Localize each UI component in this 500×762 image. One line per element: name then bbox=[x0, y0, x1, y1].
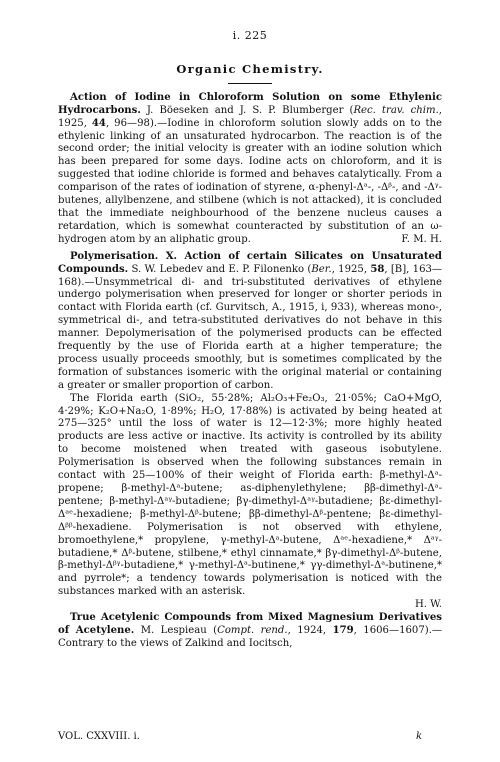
article-signature: F. M. H. bbox=[401, 233, 442, 245]
article-authors: M. Lespieau bbox=[140, 624, 207, 636]
journal-name: Rec. trav. chim. bbox=[353, 104, 439, 116]
article-title: Polymerisation. X. Action of certain Silicates on Unsaturated Compounds. bbox=[58, 250, 442, 275]
journal-name: Ber. bbox=[311, 263, 332, 275]
volume-label: VOL. CXXVIII. i. bbox=[58, 731, 140, 742]
article-body: —Contrary to the views of Zalkind and Iocitsch, bbox=[58, 624, 442, 649]
article-title: Action of Iodine in Chloroform Solution on some Ethylenic Hydrocarbons. bbox=[58, 91, 442, 116]
section-title: Organic Chemistry. bbox=[176, 61, 324, 76]
article-acetylenic: True Acetylenic Compounds from Mixed Magnesium Derivatives of Acetylene. M. Lespieau (Compt. rend., 1924, 179, 1606—1607).—Contrary to the views of Zalkind and Iocitsch, bbox=[58, 612, 442, 649]
journal-volume: 58 bbox=[370, 263, 385, 275]
article-body: —Unsymmetrical di- and tri-substituted derivatives of ethylene undergo polymerisation when preserved for longer or shorter periods in contact with Florida earth (cf. Gurvitsch, A., 1915, i, 933), whereas mono-, symmetrical di-, and tetra-substituted derivatives do not behave in this manner. Depolymerisation of the polymerised products can be effected frequently by the use of Florida earth at a higher temperature; the process usually proceeds smoothly, but is sometimes complicated by the formation of substances isomeric with the original material or containing a greater or smaller proportion of carbon. bbox=[58, 276, 442, 391]
journal-name: Compt. rend. bbox=[217, 624, 288, 636]
article-body-2: The Florida earth (SiO₂, 55·28%; Al₂O₃+Fe₂O₃, 21·05%; CaO+MgO, 4·29%; K₂O+Na₂O, 1·89%; H₂O, 17·88%) is activated by being heated at 275—325° until the loss of water is 12—12·3%; more highly heated products are less active or inactive. Its activity is controlled by its ability to become moistened when treated with gaseous isobutylene. Polymerisation is observed when the following substances remain in contact with 25—100% of their weight of Florida earth: β-methyl-Δᵃ-propene; β-methyl-Δᵃ-butene; as-diphenylethylene; ββ-dimethyl-Δᵃ-pentene; β-methyl-Δᵃᵞ-butadiene; βγ-dimethyl-Δᵃᵞ-butadiene; βε-dimethyl-Δᵃᵉ-hexadiene; β-methyl-Δᵝ-butene; ββ-dimethyl-Δᵝ-pentene; βε-dimethyl-Δᵝᵝ-hexadiene. Polymerisation is not observed with ethylene, bromoethylene,* propylene, γ-methyl-Δᵃ-butene, Δᵃᵉ-hexadiene,* Δᵃᵞ-butadiene,* Δᵝ-butene, stilbene,* ethyl cinnamate,* βγ-dimethyl-Δᵝ-butene, β-methyl-Δᵝᵞ-butadiene,* γ-methyl-Δᵃ-butinene,* γγ-dimethyl-Δᵃ-butinene,* and pyrrole*; a tendency towards polymerisation is noticed with the substances marked with an asterisk. bbox=[58, 392, 442, 598]
signature-mark: k bbox=[415, 731, 422, 742]
article-iodine: Action of Iodine in Chloroform Solution on some Ethylenic Hydrocarbons. J. Böeseken and J. S. P. Blumberger (Rec. trav. chim., 1925, 44, 96—98).—Iodine in chloroform solution slowly adds on to the ethylenic linking of an unsaturated hydrocarbon. The reaction is of the second order; the initial velocity is greater with an iodine solution which has been prepared for some days. Iodine acts on chloroform, and it is suggested that iodine chloride is formed and behaves catalytically. From a comparison of the rates of iodination of styrene, α-phenyl-Δᵃ-, -Δᵝ-, and -Δᵞ-butenes, allylbenzene, and stilbene (which is not attacked), it is concluded that the immediate neighbourhood of the benzene nucleus causes a retardation, which is somewhat counteracted by substitution of an ω-hydrogen atom by an aliphatic group. F. M. H. bbox=[58, 91, 442, 245]
page-number: i. 225 bbox=[232, 29, 268, 42]
article-polymerisation-continued bbox=[58, 393, 442, 600]
article-authors: J. Böeseken and J. S. P. Blumberger bbox=[146, 104, 344, 116]
title-rule bbox=[228, 83, 272, 84]
article-authors: S. W. Lebedev and E. P. Filonenko bbox=[131, 263, 305, 275]
page-footer bbox=[58, 731, 442, 744]
article-title: True Acetylenic Compounds from Mixed Magnesium Derivatives of Acetylene. bbox=[58, 612, 442, 636]
journal-volume: 44 bbox=[91, 117, 106, 129]
article-signature: H. W. bbox=[414, 599, 442, 611]
article-body: —Iodine in chloroform solution slowly adds on to the ethylenic linking of an unsaturated hydrocarbon. The reaction is of the second order; the initial velocity is greater with an iodine solution which has been prepared for some days. Iodine acts on chloroform, and it is suggested that iodine chloride is formed and behaves catalytically. From a comparison of the rates of iodination of styrene, α-phenyl-Δᵃ-, -Δᵝ-, and -Δᵞ-butenes, allylbenzene, and stilbene (which is not attacked), it is concluded that the immediate neighbourhood of the benzene nucleus causes a retardation, which is somewhat counteracted by substitution of an ω-hydrogen atom by an aliphatic group. bbox=[58, 117, 442, 245]
journal-volume: 179 bbox=[332, 624, 354, 636]
article-polymerisation: Polymerisation. X. Action of certain Silicates on Unsaturated Compounds. S. W. Lebedev and E. P. Filonenko (Ber., 1925, 58, [B], 163—168).—Unsymmetrical di- and tri-substituted derivatives of ethylene undergo polymerisation when preserved for longer or shorter periods in contact with Florida earth (cf. Gurvitsch, A., 1915, i, 933), whereas mono-, symmetrical di-, and tetra-substituted derivatives do not behave in this manner. Depolymerisation of the polymerised products can be effected frequently by the use of Florida earth at a higher temperature; the process usually proceeds smoothly, but is sometimes complicated by the formation of substances isomeric with the original material or containing a greater or smaller proportion of carbon. bbox=[58, 250, 443, 391]
